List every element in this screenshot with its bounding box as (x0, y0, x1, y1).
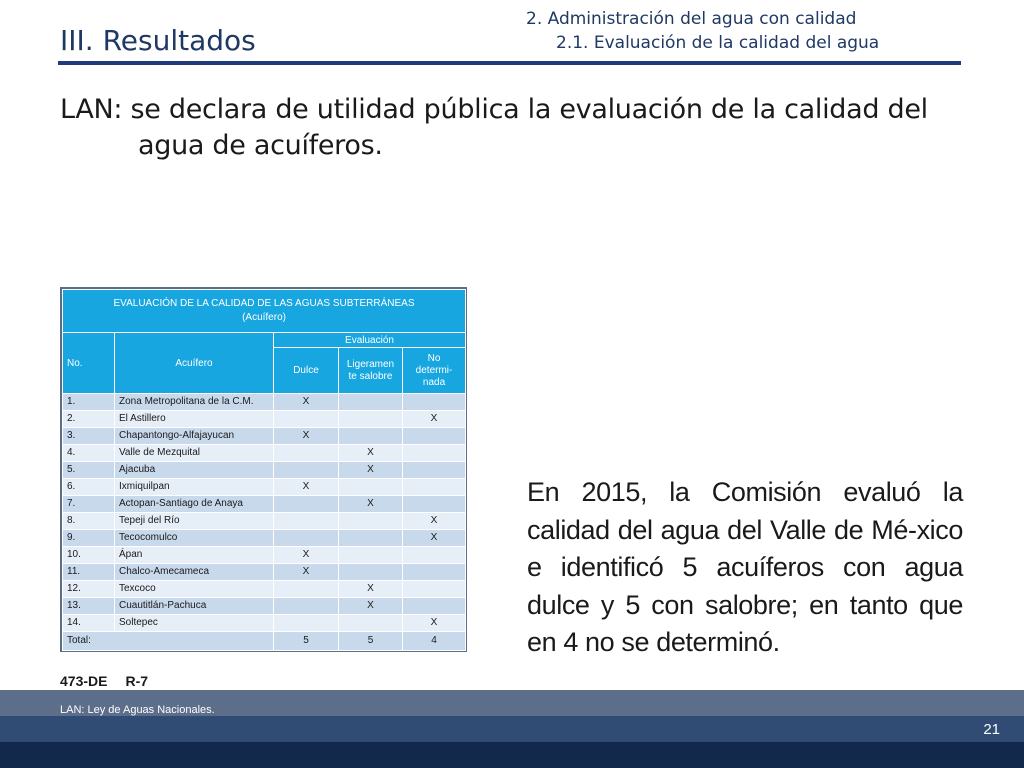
salobre-mark (339, 547, 403, 564)
table-row (63, 496, 466, 513)
col-header-no: No. (63, 333, 115, 394)
aquifer-name: Tepeji del Río (115, 513, 274, 530)
nd-mark (403, 598, 466, 615)
aquifer-name: Actopan-Santiago de Anaya (115, 496, 274, 513)
dulce-mark (274, 462, 339, 479)
audit-reference (60, 673, 148, 689)
table-title (63, 290, 466, 333)
footer-band-middle (0, 716, 1024, 742)
summary-text: En 2015, la Comisión evaluó la calidad del agua del Valle de Mé-xico e identificó 5 acuíferos con agua dulce y 5 con salobre; en tanto que en 4 no se determinó. (527, 477, 963, 657)
table-row (63, 428, 466, 445)
dulce-mark: X (274, 479, 339, 496)
total-label: Total: (63, 632, 274, 651)
row-number: 5. (63, 462, 115, 479)
col-header-no-determinada (403, 348, 466, 394)
dulce-mark (274, 530, 339, 547)
col-header-nd-l2: determi- (415, 364, 453, 376)
recommendation-code: R-7 (125, 673, 149, 689)
table-total-row (63, 632, 466, 651)
row-number: 9. (63, 530, 115, 547)
salobre-mark (339, 564, 403, 581)
nd-mark: X (403, 530, 466, 547)
dulce-mark (274, 615, 339, 632)
col-header-salobre-l1: Ligeramen (346, 358, 395, 370)
table-row (63, 394, 466, 411)
col-header-nd-l1: No (427, 352, 441, 364)
page-number: 21 (983, 721, 1000, 738)
aquifer-name: Valle de Mezquital (115, 445, 274, 462)
dulce-mark: X (274, 547, 339, 564)
salobre-mark (339, 394, 403, 411)
table-row (63, 411, 466, 428)
salobre-mark: X (339, 462, 403, 479)
row-number: 2. (63, 411, 115, 428)
row-number: 7. (63, 496, 115, 513)
col-header-evaluation: Evaluación (274, 333, 466, 348)
row-number: 14. (63, 615, 115, 632)
dulce-mark (274, 581, 339, 598)
row-number: 13. (63, 598, 115, 615)
aquifer-name: Ajacuba (115, 462, 274, 479)
footer-band-bottom (0, 742, 1024, 768)
aquifer-name: Chapantongo-Alfajayucan (115, 428, 274, 445)
intro-line-2: agua de acuíferos. (138, 130, 383, 161)
nd-mark (403, 564, 466, 581)
col-header-nd-l3: nada (422, 376, 446, 388)
dulce-mark: X (274, 428, 339, 445)
dulce-mark (274, 411, 339, 428)
salobre-mark (339, 513, 403, 530)
table-row (63, 598, 466, 615)
aquifer-name: Soltepec (115, 615, 274, 632)
nd-mark (403, 445, 466, 462)
aquifer-name: Ápan (115, 547, 274, 564)
title-rule (58, 61, 961, 65)
nd-mark (403, 547, 466, 564)
row-number: 6. (63, 479, 115, 496)
dulce-mark: X (274, 394, 339, 411)
audit-code: 473-DE (60, 673, 108, 689)
salobre-mark (339, 479, 403, 496)
nd-mark: X (403, 411, 466, 428)
table-row (63, 581, 466, 598)
aquifer-table (62, 289, 466, 651)
salobre-mark (339, 530, 403, 547)
row-number: 10. (63, 547, 115, 564)
nd-mark: X (403, 513, 466, 530)
nd-mark (403, 479, 466, 496)
nd-mark (403, 581, 466, 598)
row-number: 4. (63, 445, 115, 462)
nd-mark: X (403, 615, 466, 632)
table-row (63, 513, 466, 530)
col-header-salobre (339, 348, 403, 394)
salobre-mark (339, 411, 403, 428)
nd-mark (403, 428, 466, 445)
aquifer-name: El Astillero (115, 411, 274, 428)
intro-text (60, 92, 964, 164)
sub-heading (526, 7, 879, 55)
dulce-mark (274, 445, 339, 462)
total-no-determinada: 4 (403, 632, 466, 651)
aquifer-table-frame (60, 287, 467, 652)
table-row (63, 445, 466, 462)
dulce-mark (274, 513, 339, 530)
intro-line-1: LAN: se declara de utilidad pública la evaluación de la calidad del (60, 94, 928, 125)
nd-mark (403, 394, 466, 411)
dulce-mark: X (274, 564, 339, 581)
dulce-mark (274, 496, 339, 513)
row-number: 12. (63, 581, 115, 598)
table-title-line1: EVALUACIÓN DE LA CALIDAD DE LAS AGUAS SUBTERRÁNEAS (113, 298, 415, 309)
aquifer-name: Zona Metropolitana de la C.M. (115, 394, 274, 411)
table-row (63, 479, 466, 496)
section-title: III. Resultados (60, 24, 256, 57)
table-row (63, 462, 466, 479)
salobre-mark: X (339, 581, 403, 598)
aquifer-name: Cuautitlán-Pachuca (115, 598, 274, 615)
salobre-mark: X (339, 598, 403, 615)
salobre-mark (339, 615, 403, 632)
table-title-line2: (Acuífero) (242, 312, 286, 323)
salobre-mark (339, 428, 403, 445)
dulce-mark (274, 598, 339, 615)
table-row (63, 530, 466, 547)
col-header-salobre-l2: te salobre (348, 370, 393, 382)
total-dulce: 5 (274, 632, 339, 651)
col-header-aquifer: Acuífero (115, 333, 274, 394)
footnote: LAN: Ley de Aguas Nacionales. (60, 704, 215, 716)
table-row (63, 564, 466, 581)
row-number: 8. (63, 513, 115, 530)
table-row (63, 615, 466, 632)
row-number: 1. (63, 394, 115, 411)
salobre-mark: X (339, 445, 403, 462)
subtopic-heading: 2.1. Evaluación de la calidad del agua (556, 33, 880, 53)
aquifer-name: Ixmiquilpan (115, 479, 274, 496)
nd-mark (403, 462, 466, 479)
aquifer-name: Texcoco (115, 581, 274, 598)
aquifer-name: Tecocomulco (115, 530, 274, 547)
nd-mark (403, 496, 466, 513)
total-salobre: 5 (339, 632, 403, 651)
aquifer-name: Chalco-Amecameca (115, 564, 274, 581)
row-number: 11. (63, 564, 115, 581)
topic-heading: 2. Administración del agua con calidad (526, 9, 857, 29)
row-number: 3. (63, 428, 115, 445)
table-row (63, 547, 466, 564)
col-header-dulce: Dulce (274, 348, 339, 394)
salobre-mark: X (339, 496, 403, 513)
